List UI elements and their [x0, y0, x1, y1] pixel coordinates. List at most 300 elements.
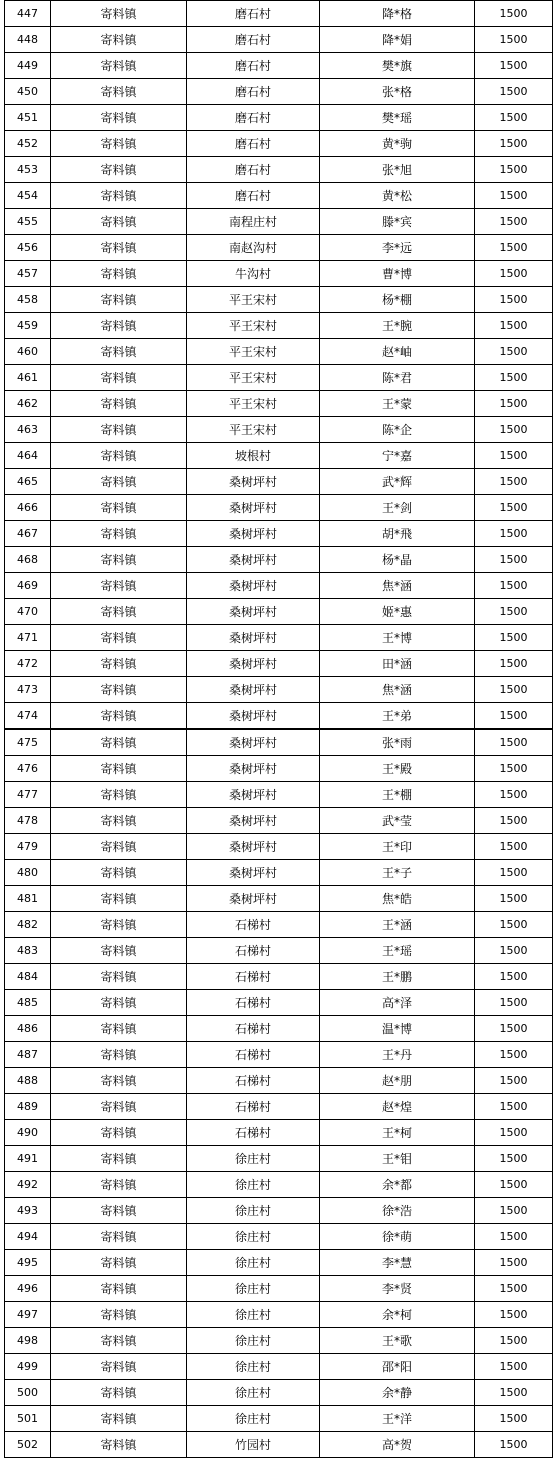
- town-cell: 寄料镇: [51, 1406, 187, 1432]
- person-name-cell: 余*柯: [320, 1302, 475, 1328]
- row-number-cell: 456: [5, 235, 51, 261]
- table-row: [5, 1224, 553, 1250]
- town-cell: 寄料镇: [51, 808, 187, 834]
- town-cell: 寄料镇: [51, 495, 187, 521]
- town-cell: 寄料镇: [51, 912, 187, 938]
- table-row: [5, 1172, 553, 1198]
- row-number-cell: 499: [5, 1354, 51, 1380]
- table-row: [5, 157, 553, 183]
- town-cell: 寄料镇: [51, 53, 187, 79]
- village-cell: 南赵沟村: [187, 235, 320, 261]
- row-number-cell: 447: [5, 1, 51, 27]
- village-cell: 牛沟村: [187, 261, 320, 287]
- village-cell: 桑树坪村: [187, 886, 320, 912]
- amount-cell: 1500: [475, 339, 553, 365]
- amount-cell: 1500: [475, 599, 553, 625]
- row-number-cell: 469: [5, 573, 51, 599]
- village-cell: 桑树坪村: [187, 573, 320, 599]
- person-name-cell: 李*贤: [320, 1276, 475, 1302]
- amount-cell: 1500: [475, 53, 553, 79]
- row-number-cell: 485: [5, 990, 51, 1016]
- person-name-cell: 王*丹: [320, 1042, 475, 1068]
- village-cell: 桑树坪村: [187, 521, 320, 547]
- row-number-cell: 450: [5, 79, 51, 105]
- town-cell: 寄料镇: [51, 1120, 187, 1146]
- village-cell: 桑树坪村: [187, 808, 320, 834]
- village-cell: 平王宋村: [187, 365, 320, 391]
- village-cell: 磨石村: [187, 131, 320, 157]
- amount-cell: 1500: [475, 469, 553, 495]
- table-row: [5, 53, 553, 79]
- person-name-cell: 王*棚: [320, 782, 475, 808]
- row-number-cell: 495: [5, 1250, 51, 1276]
- village-cell: 桑树坪村: [187, 782, 320, 808]
- table-row: [5, 1328, 553, 1354]
- table-row: [5, 1, 553, 27]
- village-cell: 平王宋村: [187, 391, 320, 417]
- town-cell: 寄料镇: [51, 886, 187, 912]
- table-row: [5, 912, 553, 938]
- table-row: [5, 1198, 553, 1224]
- town-cell: 寄料镇: [51, 1146, 187, 1172]
- row-number-cell: 451: [5, 105, 51, 131]
- table-row: [5, 183, 553, 209]
- person-name-cell: 焦*涵: [320, 677, 475, 703]
- person-name-cell: 田*涵: [320, 651, 475, 677]
- table-body: [5, 1, 553, 1458]
- table-row: [5, 209, 553, 235]
- table-row: [5, 651, 553, 677]
- row-number-cell: 459: [5, 313, 51, 339]
- person-name-cell: 黄*松: [320, 183, 475, 209]
- row-number-cell: 489: [5, 1094, 51, 1120]
- town-cell: 寄料镇: [51, 677, 187, 703]
- table-row: [5, 495, 553, 521]
- amount-cell: 1500: [475, 521, 553, 547]
- table-row: [5, 235, 553, 261]
- town-cell: 寄料镇: [51, 1380, 187, 1406]
- amount-cell: 1500: [475, 443, 553, 469]
- table-row: [5, 834, 553, 860]
- person-name-cell: 徐*萌: [320, 1224, 475, 1250]
- amount-cell: 1500: [475, 209, 553, 235]
- table-row: [5, 1354, 553, 1380]
- person-name-cell: 王*殿: [320, 756, 475, 782]
- person-name-cell: 余*都: [320, 1172, 475, 1198]
- row-number-cell: 460: [5, 339, 51, 365]
- town-cell: 寄料镇: [51, 1224, 187, 1250]
- table-row: [5, 1042, 553, 1068]
- person-name-cell: 杨*晶: [320, 547, 475, 573]
- row-number-cell: 491: [5, 1146, 51, 1172]
- town-cell: 寄料镇: [51, 860, 187, 886]
- table-row: [5, 1094, 553, 1120]
- amount-cell: 1500: [475, 1354, 553, 1380]
- amount-cell: 1500: [475, 1406, 553, 1432]
- table-row: [5, 27, 553, 53]
- person-name-cell: 王*剑: [320, 495, 475, 521]
- amount-cell: 1500: [475, 703, 553, 730]
- table-row: [5, 808, 553, 834]
- person-name-cell: 徐*浩: [320, 1198, 475, 1224]
- table-row: [5, 417, 553, 443]
- row-number-cell: 465: [5, 469, 51, 495]
- row-number-cell: 478: [5, 808, 51, 834]
- person-name-cell: 王*腕: [320, 313, 475, 339]
- amount-cell: 1500: [475, 1302, 553, 1328]
- village-cell: 磨石村: [187, 79, 320, 105]
- village-cell: 徐庄村: [187, 1224, 320, 1250]
- table-row: [5, 756, 553, 782]
- village-cell: 磨石村: [187, 27, 320, 53]
- amount-cell: 1500: [475, 1016, 553, 1042]
- person-name-cell: 李*远: [320, 235, 475, 261]
- person-name-cell: 赵*朋: [320, 1068, 475, 1094]
- amount-cell: 1500: [475, 1042, 553, 1068]
- amount-cell: 1500: [475, 729, 553, 756]
- town-cell: 寄料镇: [51, 261, 187, 287]
- row-number-cell: 480: [5, 860, 51, 886]
- row-number-cell: 490: [5, 1120, 51, 1146]
- village-cell: 磨石村: [187, 1, 320, 27]
- person-name-cell: 王*弟: [320, 703, 475, 730]
- village-cell: 徐庄村: [187, 1302, 320, 1328]
- amount-cell: 1500: [475, 912, 553, 938]
- row-number-cell: 461: [5, 365, 51, 391]
- amount-cell: 1500: [475, 625, 553, 651]
- person-name-cell: 武*辉: [320, 469, 475, 495]
- village-cell: 平王宋村: [187, 417, 320, 443]
- village-cell: 磨石村: [187, 53, 320, 79]
- town-cell: 寄料镇: [51, 1198, 187, 1224]
- town-cell: 寄料镇: [51, 782, 187, 808]
- table-row: [5, 521, 553, 547]
- village-cell: 徐庄村: [187, 1276, 320, 1302]
- amount-cell: 1500: [475, 1250, 553, 1276]
- table-row: [5, 729, 553, 756]
- town-cell: 寄料镇: [51, 1042, 187, 1068]
- town-cell: 寄料镇: [51, 443, 187, 469]
- town-cell: 寄料镇: [51, 625, 187, 651]
- town-cell: 寄料镇: [51, 834, 187, 860]
- village-cell: 徐庄村: [187, 1380, 320, 1406]
- person-name-cell: 赵*岫: [320, 339, 475, 365]
- town-cell: 寄料镇: [51, 1276, 187, 1302]
- person-name-cell: 王*瑶: [320, 938, 475, 964]
- person-name-cell: 武*莹: [320, 808, 475, 834]
- town-cell: 寄料镇: [51, 209, 187, 235]
- town-cell: 寄料镇: [51, 1016, 187, 1042]
- amount-cell: 1500: [475, 573, 553, 599]
- row-number-cell: 494: [5, 1224, 51, 1250]
- village-cell: 徐庄村: [187, 1198, 320, 1224]
- table-row: [5, 261, 553, 287]
- village-cell: 桑树坪村: [187, 625, 320, 651]
- row-number-cell: 455: [5, 209, 51, 235]
- village-cell: 石梯村: [187, 1120, 320, 1146]
- amount-cell: 1500: [475, 677, 553, 703]
- person-name-cell: 胡*飛: [320, 521, 475, 547]
- table-row: [5, 782, 553, 808]
- row-number-cell: 449: [5, 53, 51, 79]
- table-row: [5, 938, 553, 964]
- table-row: [5, 339, 553, 365]
- person-name-cell: 王*洋: [320, 1406, 475, 1432]
- table-row: [5, 1302, 553, 1328]
- row-number-cell: 464: [5, 443, 51, 469]
- village-cell: 徐庄村: [187, 1354, 320, 1380]
- person-name-cell: 焦*涵: [320, 573, 475, 599]
- table-row: [5, 131, 553, 157]
- row-number-cell: 475: [5, 729, 51, 756]
- person-name-cell: 张*雨: [320, 729, 475, 756]
- village-cell: 桑树坪村: [187, 651, 320, 677]
- row-number-cell: 497: [5, 1302, 51, 1328]
- village-cell: 石梯村: [187, 1068, 320, 1094]
- amount-cell: 1500: [475, 782, 553, 808]
- table-row: [5, 1276, 553, 1302]
- row-number-cell: 452: [5, 131, 51, 157]
- amount-cell: 1500: [475, 79, 553, 105]
- row-number-cell: 487: [5, 1042, 51, 1068]
- row-number-cell: 462: [5, 391, 51, 417]
- village-cell: 徐庄村: [187, 1172, 320, 1198]
- table-row: [5, 1068, 553, 1094]
- amount-cell: 1500: [475, 1, 553, 27]
- row-number-cell: 458: [5, 287, 51, 313]
- row-number-cell: 457: [5, 261, 51, 287]
- amount-cell: 1500: [475, 1120, 553, 1146]
- row-number-cell: 474: [5, 703, 51, 730]
- row-number-cell: 481: [5, 886, 51, 912]
- row-number-cell: 471: [5, 625, 51, 651]
- amount-cell: 1500: [475, 1172, 553, 1198]
- amount-cell: 1500: [475, 1094, 553, 1120]
- village-cell: 石梯村: [187, 990, 320, 1016]
- village-cell: 磨石村: [187, 105, 320, 131]
- person-name-cell: 杨*棚: [320, 287, 475, 313]
- amount-cell: 1500: [475, 990, 553, 1016]
- table-row: [5, 547, 553, 573]
- row-number-cell: 473: [5, 677, 51, 703]
- town-cell: 寄料镇: [51, 1068, 187, 1094]
- row-number-cell: 484: [5, 964, 51, 990]
- row-number-cell: 448: [5, 27, 51, 53]
- table-row: [5, 1406, 553, 1432]
- person-name-cell: 樊*瑶: [320, 105, 475, 131]
- town-cell: 寄料镇: [51, 79, 187, 105]
- amount-cell: 1500: [475, 391, 553, 417]
- town-cell: 寄料镇: [51, 183, 187, 209]
- village-cell: 桑树坪村: [187, 599, 320, 625]
- row-number-cell: 477: [5, 782, 51, 808]
- village-cell: 平王宋村: [187, 287, 320, 313]
- person-name-cell: 王*鹏: [320, 964, 475, 990]
- person-name-cell: 王*柯: [320, 1120, 475, 1146]
- table-row: [5, 391, 553, 417]
- row-number-cell: 468: [5, 547, 51, 573]
- row-number-cell: 463: [5, 417, 51, 443]
- person-name-cell: 焦*皓: [320, 886, 475, 912]
- person-name-cell: 王*博: [320, 625, 475, 651]
- amount-cell: 1500: [475, 547, 553, 573]
- row-number-cell: 482: [5, 912, 51, 938]
- village-cell: 磨石村: [187, 183, 320, 209]
- person-name-cell: 曹*博: [320, 261, 475, 287]
- town-cell: 寄料镇: [51, 599, 187, 625]
- amount-cell: 1500: [475, 183, 553, 209]
- table-row: [5, 443, 553, 469]
- person-name-cell: 王*印: [320, 834, 475, 860]
- person-name-cell: 王*蒙: [320, 391, 475, 417]
- amount-cell: 1500: [475, 860, 553, 886]
- table-row: [5, 860, 553, 886]
- table-row: [5, 677, 553, 703]
- row-number-cell: 466: [5, 495, 51, 521]
- village-cell: 桑树坪村: [187, 834, 320, 860]
- amount-cell: 1500: [475, 964, 553, 990]
- amount-cell: 1500: [475, 261, 553, 287]
- table-row: [5, 599, 553, 625]
- table-row: [5, 1120, 553, 1146]
- person-name-cell: 高*贺: [320, 1432, 475, 1458]
- amount-cell: 1500: [475, 1146, 553, 1172]
- row-number-cell: 467: [5, 521, 51, 547]
- village-cell: 桑树坪村: [187, 729, 320, 756]
- town-cell: 寄料镇: [51, 521, 187, 547]
- town-cell: 寄料镇: [51, 938, 187, 964]
- village-cell: 徐庄村: [187, 1328, 320, 1354]
- village-cell: 桑树坪村: [187, 703, 320, 730]
- amount-cell: 1500: [475, 1068, 553, 1094]
- amount-cell: 1500: [475, 1328, 553, 1354]
- town-cell: 寄料镇: [51, 1354, 187, 1380]
- row-number-cell: 476: [5, 756, 51, 782]
- town-cell: 寄料镇: [51, 235, 187, 261]
- town-cell: 寄料镇: [51, 1302, 187, 1328]
- person-name-cell: 滕*宾: [320, 209, 475, 235]
- table-row: [5, 1250, 553, 1276]
- town-cell: 寄料镇: [51, 651, 187, 677]
- row-number-cell: 483: [5, 938, 51, 964]
- town-cell: 寄料镇: [51, 547, 187, 573]
- village-cell: 石梯村: [187, 1094, 320, 1120]
- row-number-cell: 500: [5, 1380, 51, 1406]
- table-row: [5, 1146, 553, 1172]
- row-number-cell: 488: [5, 1068, 51, 1094]
- amount-cell: 1500: [475, 651, 553, 677]
- village-cell: 石梯村: [187, 964, 320, 990]
- amount-cell: 1500: [475, 313, 553, 339]
- person-name-cell: 降*格: [320, 1, 475, 27]
- table-row: [5, 287, 553, 313]
- table-row: [5, 703, 553, 730]
- person-name-cell: 宁*嘉: [320, 443, 475, 469]
- person-name-cell: 陈*君: [320, 365, 475, 391]
- person-name-cell: 张*旭: [320, 157, 475, 183]
- town-cell: 寄料镇: [51, 27, 187, 53]
- village-cell: 桑树坪村: [187, 677, 320, 703]
- row-number-cell: 454: [5, 183, 51, 209]
- amount-cell: 1500: [475, 417, 553, 443]
- village-cell: 坡根村: [187, 443, 320, 469]
- row-number-cell: 470: [5, 599, 51, 625]
- person-name-cell: 李*慧: [320, 1250, 475, 1276]
- amount-cell: 1500: [475, 1276, 553, 1302]
- town-cell: 寄料镇: [51, 391, 187, 417]
- person-name-cell: 降*娟: [320, 27, 475, 53]
- village-cell: 桑树坪村: [187, 756, 320, 782]
- row-number-cell: 502: [5, 1432, 51, 1458]
- village-cell: 石梯村: [187, 938, 320, 964]
- village-cell: 磨石村: [187, 157, 320, 183]
- town-cell: 寄料镇: [51, 339, 187, 365]
- amount-cell: 1500: [475, 495, 553, 521]
- row-number-cell: 501: [5, 1406, 51, 1432]
- row-number-cell: 453: [5, 157, 51, 183]
- town-cell: 寄料镇: [51, 1328, 187, 1354]
- table-row: [5, 1016, 553, 1042]
- table-row: [5, 79, 553, 105]
- village-cell: 石梯村: [187, 1016, 320, 1042]
- village-cell: 桑树坪村: [187, 469, 320, 495]
- town-cell: 寄料镇: [51, 157, 187, 183]
- amount-cell: 1500: [475, 756, 553, 782]
- row-number-cell: 493: [5, 1198, 51, 1224]
- village-cell: 石梯村: [187, 912, 320, 938]
- person-name-cell: 邵*阳: [320, 1354, 475, 1380]
- amount-cell: 1500: [475, 1224, 553, 1250]
- table-row: [5, 365, 553, 391]
- town-cell: 寄料镇: [51, 287, 187, 313]
- amount-cell: 1500: [475, 27, 553, 53]
- amount-cell: 1500: [475, 131, 553, 157]
- town-cell: 寄料镇: [51, 729, 187, 756]
- village-cell: 平王宋村: [187, 313, 320, 339]
- person-name-cell: 温*博: [320, 1016, 475, 1042]
- person-name-cell: 樊*旗: [320, 53, 475, 79]
- village-cell: 徐庄村: [187, 1250, 320, 1276]
- village-cell: 竹园村: [187, 1432, 320, 1458]
- person-name-cell: 黄*驹: [320, 131, 475, 157]
- table-row: [5, 1380, 553, 1406]
- person-name-cell: 张*格: [320, 79, 475, 105]
- person-name-cell: 王*歌: [320, 1328, 475, 1354]
- row-number-cell: 472: [5, 651, 51, 677]
- village-cell: 桑树坪村: [187, 547, 320, 573]
- person-name-cell: 余*静: [320, 1380, 475, 1406]
- person-name-cell: 姬*惠: [320, 599, 475, 625]
- amount-cell: 1500: [475, 938, 553, 964]
- village-cell: 徐庄村: [187, 1406, 320, 1432]
- town-cell: 寄料镇: [51, 1432, 187, 1458]
- table-row: [5, 573, 553, 599]
- amount-cell: 1500: [475, 287, 553, 313]
- town-cell: 寄料镇: [51, 573, 187, 599]
- row-number-cell: 486: [5, 1016, 51, 1042]
- town-cell: 寄料镇: [51, 1172, 187, 1198]
- amount-cell: 1500: [475, 105, 553, 131]
- amount-cell: 1500: [475, 886, 553, 912]
- town-cell: 寄料镇: [51, 990, 187, 1016]
- person-name-cell: 王*钼: [320, 1146, 475, 1172]
- table-row: [5, 313, 553, 339]
- table-row: [5, 886, 553, 912]
- town-cell: 寄料镇: [51, 313, 187, 339]
- town-cell: 寄料镇: [51, 469, 187, 495]
- town-cell: 寄料镇: [51, 131, 187, 157]
- row-number-cell: 492: [5, 1172, 51, 1198]
